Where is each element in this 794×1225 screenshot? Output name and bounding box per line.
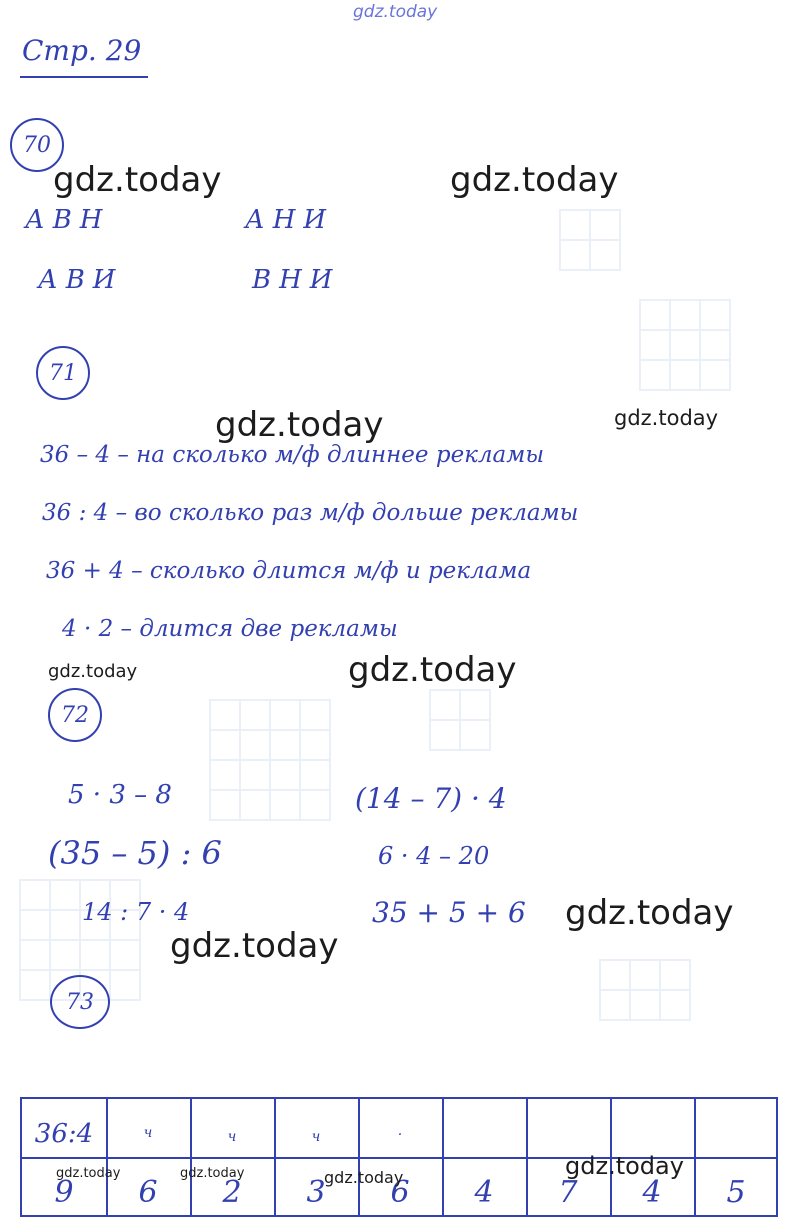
ex71-line-2: 36 : 4 – во сколько раз м/ф дольше рекламы — [42, 500, 579, 526]
ex72-expr-6: 35 + 5 + 6 — [372, 896, 526, 929]
watermark: gdz.today — [180, 1166, 245, 1181]
watermark: gdz.today — [170, 926, 339, 966]
ex72-expr-4: 6 · 4 – 20 — [378, 842, 490, 870]
table-bottom-cell: 5 — [726, 1175, 746, 1210]
table-bottom-cell: 9 — [54, 1175, 74, 1210]
ex71-line-1: 36 – 4 – на сколько м/ф длиннее рекламы — [40, 442, 545, 468]
table-top-cell: ч — [227, 1129, 237, 1145]
ex72-expr-3: (35 – 5) : 6 — [48, 834, 222, 872]
watermark-top: gdz.today — [353, 2, 438, 22]
ex72-expr-5: 14 : 7 · 4 — [82, 898, 190, 926]
exercise-72-number-text: 72 — [61, 702, 89, 728]
table-top-cell: 36:4 — [34, 1119, 94, 1149]
combination-3: АВИ — [38, 265, 124, 295]
table-bottom-cell: 6 — [138, 1175, 158, 1210]
exercise-71-number — [36, 346, 90, 400]
watermark: gdz.today — [614, 406, 719, 430]
watermark: gdz.today — [565, 1152, 684, 1180]
combination-4: ВНИ — [252, 265, 341, 295]
ex71-line-4: 4 · 2 – длится две рекламы — [62, 616, 398, 642]
watermark: gdz.today — [324, 1168, 404, 1187]
watermark: gdz.today — [215, 405, 384, 445]
combination-1: АВН — [25, 205, 111, 235]
table-bottom-cell: 7 — [558, 1175, 578, 1210]
page-reference-underline — [20, 76, 148, 78]
table-top-cell: ч — [311, 1129, 321, 1145]
ex71-line-3: 36 + 4 – сколько длится м/ф и реклама — [46, 558, 532, 584]
table-bottom-cell: 2 — [222, 1175, 242, 1210]
exercise-71-number-text: 71 — [49, 360, 77, 386]
watermark: gdz.today — [53, 160, 222, 200]
watermark: gdz.today — [48, 661, 138, 682]
table-bottom-cell: 6 — [390, 1175, 410, 1210]
combination-2: АНИ — [245, 205, 335, 235]
watermark: gdz.today — [565, 893, 734, 933]
table-top-cell: ч — [143, 1125, 153, 1141]
watermark: gdz.today — [450, 160, 619, 200]
table-bottom-cell: 4 — [642, 1175, 662, 1210]
ex72-expr-1: 5 · 3 – 8 — [68, 780, 172, 810]
exercise-72-number — [48, 688, 102, 742]
table-bottom-cell: 3 — [306, 1175, 326, 1210]
exercise-73-number — [50, 975, 110, 1029]
page-reference: Стр. 29 — [22, 34, 142, 67]
ex72-expr-2: (14 – 7) · 4 — [355, 782, 507, 815]
exercise-70-number-text: 70 — [23, 132, 51, 158]
watermark: gdz.today — [56, 1166, 121, 1181]
watermark: gdz.today — [348, 650, 517, 690]
table-bottom-cell: 4 — [474, 1175, 494, 1210]
exercise-73-number-text: 73 — [66, 989, 94, 1015]
table-top-cell: · — [397, 1127, 403, 1143]
